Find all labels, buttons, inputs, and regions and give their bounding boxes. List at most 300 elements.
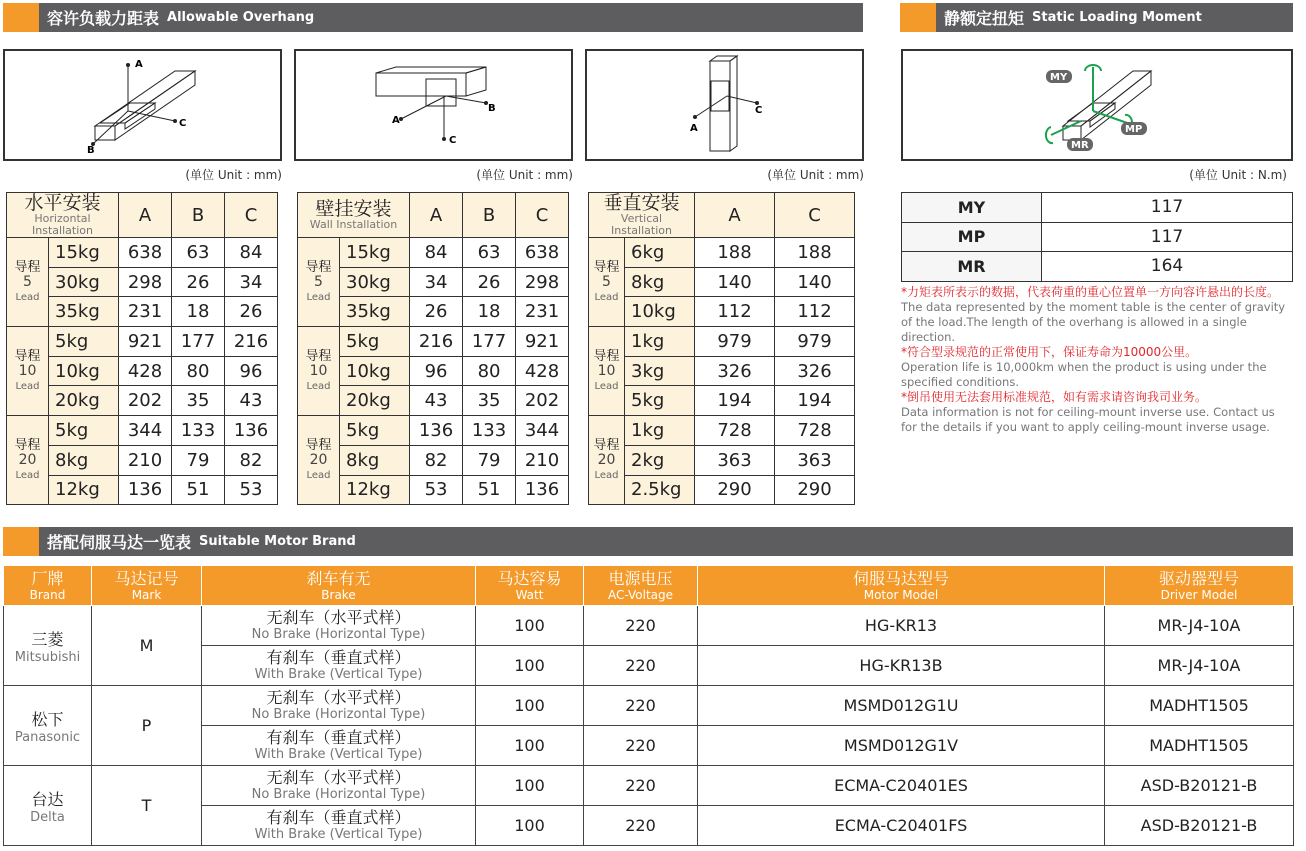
driver-model-cell: MADHT1505 — [1105, 686, 1294, 726]
brake-cell — [202, 806, 476, 846]
brake-en: With Brake (Vertical Type) — [254, 667, 423, 682]
column-header: B — [463, 193, 516, 238]
motor-model-cell: ECMA-C20401ES — [698, 766, 1105, 806]
table-title-cn: 水平安装 — [24, 192, 101, 214]
load-cell: 20kg — [49, 386, 119, 416]
motor-section-bar — [3, 527, 1293, 556]
motor-column-header — [584, 566, 698, 606]
vertical-diagram — [585, 49, 864, 161]
value-cell: 298 — [516, 267, 569, 297]
lead-cell — [589, 416, 625, 505]
value-cell: 136 — [119, 475, 172, 505]
table-row — [589, 267, 855, 297]
watt-cell: 100 — [476, 806, 584, 846]
brand-name-en: Mitsubishi — [14, 649, 81, 665]
brand-name-cn: 松下 — [31, 709, 64, 729]
moment-key: MP — [902, 222, 1042, 252]
brake-cell — [202, 726, 476, 766]
table-row — [7, 327, 278, 357]
lead-label-cn: 导程 — [305, 437, 332, 453]
table-row — [589, 475, 855, 505]
lead-cell — [7, 327, 49, 416]
header-cn: 马达容易 — [497, 568, 562, 588]
table-title-en: Vertical Installation — [611, 212, 672, 237]
value-cell: 35 — [463, 386, 516, 416]
voltage-cell: 220 — [584, 806, 698, 846]
header-cn: 电源电压 — [608, 568, 673, 588]
value-cell: 84 — [225, 238, 278, 268]
lead-label-en: Lead — [594, 380, 619, 392]
value-cell: 80 — [172, 356, 225, 386]
overhang-table — [6, 192, 278, 505]
value-cell: 140 — [695, 267, 775, 297]
brand-name-cn: 台达 — [31, 789, 64, 809]
watt-cell: 100 — [476, 726, 584, 766]
brake-cn: 有刹车（垂直式样） — [266, 808, 411, 827]
moment-key: MR — [902, 252, 1042, 282]
brake-cn: 无刹车（水平式样） — [266, 688, 411, 707]
accent-block — [3, 527, 39, 556]
value-cell: 202 — [516, 386, 569, 416]
brake-en: No Brake (Horizontal Type) — [251, 627, 426, 642]
load-cell: 1kg — [625, 416, 695, 446]
horizontal-overhang-table — [6, 192, 278, 505]
value-cell: 728 — [775, 416, 855, 446]
lead-label-en: Lead — [594, 291, 619, 303]
lead-cell — [7, 416, 49, 505]
motor-title-en: Suitable Motor Brand — [199, 534, 356, 549]
load-cell: 15kg — [340, 238, 410, 268]
label-c: C — [755, 105, 763, 116]
value-cell: 290 — [695, 475, 775, 505]
load-cell: 5kg — [49, 416, 119, 446]
lead-cell — [298, 238, 340, 327]
lead-label-cn: 导程 — [14, 348, 41, 364]
driver-model-cell: ASD-B20121-B — [1105, 766, 1294, 806]
moment-value: 164 — [1042, 252, 1293, 282]
watt-cell: 100 — [476, 606, 584, 646]
load-cell: 5kg — [625, 386, 695, 416]
motor-column-header — [4, 566, 92, 606]
accent-block — [3, 3, 39, 32]
voltage-cell: 220 — [584, 686, 698, 726]
watt-cell: 100 — [476, 686, 584, 726]
note-en: The data represented by the moment table is the center of gravity of the load.The length of the overhang is allowed in a single direction. — [901, 300, 1286, 344]
value-cell: 80 — [463, 356, 516, 386]
value-cell: 133 — [463, 416, 516, 446]
table-title-cell — [589, 193, 695, 238]
value-cell: 298 — [119, 267, 172, 297]
lead-label-en: Lead — [306, 291, 331, 303]
load-cell: 30kg — [340, 267, 410, 297]
brand-cell — [4, 766, 92, 846]
motor-column-header — [92, 566, 202, 606]
moment-table — [901, 192, 1293, 282]
value-cell: 18 — [463, 297, 516, 327]
brake-cell — [202, 646, 476, 686]
moment-title-cn: 静额定扭矩 — [944, 9, 1025, 28]
table-row — [7, 416, 278, 446]
value-cell: 177 — [463, 327, 516, 357]
motor-column-header — [202, 566, 476, 606]
brand-name-cn: 三菱 — [31, 629, 64, 649]
column-header: B — [172, 193, 225, 238]
motor-column-header — [1105, 566, 1294, 606]
wall-diagram — [294, 49, 573, 161]
brake-cell — [202, 686, 476, 726]
lead-value: 20 — [18, 451, 37, 468]
lead-cell — [589, 327, 625, 416]
label-my: MY — [1050, 72, 1068, 83]
value-cell: 112 — [775, 297, 855, 327]
label-c: C — [449, 135, 457, 146]
value-cell: 344 — [119, 416, 172, 446]
value-cell: 428 — [516, 356, 569, 386]
value-cell: 979 — [775, 327, 855, 357]
value-cell: 136 — [516, 475, 569, 505]
brake-cn: 有刹车（垂直式样） — [266, 728, 411, 747]
value-cell: 210 — [516, 445, 569, 475]
label-b: B — [488, 103, 496, 114]
header-en: Mark — [131, 587, 162, 602]
load-cell: 8kg — [49, 445, 119, 475]
value-cell: 344 — [516, 416, 569, 446]
motor-column-header — [698, 566, 1105, 606]
motor-model-cell: HG-KR13B — [698, 646, 1105, 686]
value-cell: 177 — [172, 327, 225, 357]
brake-en: No Brake (Horizontal Type) — [251, 787, 426, 802]
header-cn: 马达记号 — [114, 568, 179, 588]
vertical-overhang-table — [588, 192, 855, 505]
motor-model-cell: MSMD012G1V — [698, 726, 1105, 766]
value-cell: 979 — [695, 327, 775, 357]
load-cell: 2.5kg — [625, 475, 695, 505]
table-row — [589, 297, 855, 327]
value-cell: 79 — [172, 445, 225, 475]
table-row — [589, 445, 855, 475]
motor-model-cell: HG-KR13 — [698, 606, 1105, 646]
mark-cell: T — [92, 766, 202, 846]
lead-value: 20 — [309, 451, 328, 468]
value-cell: 96 — [410, 356, 463, 386]
header-cn: 刹车有无 — [306, 568, 371, 588]
table-title-cell — [298, 193, 410, 238]
mark-cell: P — [92, 686, 202, 766]
value-cell: 202 — [119, 386, 172, 416]
table-title-cell — [7, 193, 119, 238]
overhang-section-bar — [3, 3, 863, 32]
load-cell: 5kg — [340, 416, 410, 446]
lead-value: 10 — [18, 362, 37, 379]
column-header: A — [695, 193, 775, 238]
voltage-cell: 220 — [584, 766, 698, 806]
motor-model-cell: MSMD012G1U — [698, 686, 1105, 726]
lead-label-en: Lead — [594, 469, 619, 481]
brand-name-en: Panasonic — [14, 729, 81, 745]
load-cell: 2kg — [625, 445, 695, 475]
label-a: A — [392, 115, 400, 126]
header-en: Motor Model — [863, 587, 939, 602]
header-cn: 驱动器型号 — [1158, 568, 1239, 588]
value-cell: 188 — [775, 238, 855, 268]
moment-title-en: Static Loading Moment — [1032, 10, 1202, 25]
brake-cell — [202, 766, 476, 806]
moment-section-bar — [900, 3, 1293, 32]
value-cell: 34 — [225, 267, 278, 297]
overhang-title-en: Allowable Overhang — [167, 10, 315, 25]
motor-table — [3, 565, 1294, 846]
header-en: Driver Model — [1160, 587, 1238, 602]
value-cell: 96 — [225, 356, 278, 386]
label-a: A — [135, 59, 143, 70]
brand-cell — [4, 686, 92, 766]
load-cell: 15kg — [49, 238, 119, 268]
value-cell: 921 — [119, 327, 172, 357]
value-cell: 63 — [463, 238, 516, 268]
mark-cell: M — [92, 606, 202, 686]
lead-label-en: Lead — [306, 469, 331, 481]
value-cell: 326 — [695, 356, 775, 386]
overhang-title-cn: 容许负载力距表 — [47, 9, 160, 28]
accent-block — [900, 3, 936, 32]
value-cell: 35 — [172, 386, 225, 416]
brake-cell — [202, 606, 476, 646]
vertical-rail-illustration — [587, 51, 862, 159]
horizontal-diagram — [3, 49, 282, 161]
value-cell: 188 — [695, 238, 775, 268]
moment-row — [902, 193, 1293, 223]
value-cell: 26 — [225, 297, 278, 327]
brake-cn: 无刹车（水平式样） — [266, 608, 411, 627]
value-cell: 363 — [775, 445, 855, 475]
lead-label-cn: 导程 — [593, 348, 620, 364]
driver-model-cell: MR-J4-10A — [1105, 606, 1294, 646]
column-header: C — [225, 193, 278, 238]
value-cell: 326 — [775, 356, 855, 386]
value-cell: 53 — [410, 475, 463, 505]
table-row — [589, 356, 855, 386]
lead-value: 20 — [597, 451, 616, 468]
lead-cell — [589, 238, 625, 327]
motor-row — [4, 686, 1294, 726]
load-cell: 5kg — [340, 327, 410, 357]
load-cell: 6kg — [625, 238, 695, 268]
header-en: AC-Voltage — [607, 587, 673, 602]
value-cell: 26 — [172, 267, 225, 297]
value-cell: 638 — [119, 238, 172, 268]
wall-rail-illustration — [296, 51, 571, 159]
label-mr: MR — [1071, 140, 1089, 151]
note-cn: *符合型录规范的正常使用下，保证寿命为10000公里。 — [901, 345, 1198, 359]
unit-label: (单位 Unit : mm) — [185, 168, 282, 182]
note-cn: *力矩表所表示的数据，代表荷重的重心位置单一方向容许悬出的长度。 — [901, 285, 1280, 299]
value-cell: 84 — [410, 238, 463, 268]
lead-label-en: Lead — [15, 380, 40, 392]
table-title-cn: 壁挂安装 — [315, 198, 392, 220]
brake-en: With Brake (Vertical Type) — [254, 747, 423, 762]
moment-rail-illustration — [903, 51, 1291, 159]
watt-cell: 100 — [476, 646, 584, 686]
load-cell: 8kg — [625, 267, 695, 297]
motor-title-cn: 搭配伺服马达一览表 — [47, 533, 192, 552]
notes-block — [901, 285, 1293, 435]
unit-label: (单位 Unit : mm) — [767, 168, 864, 182]
load-cell: 12kg — [340, 475, 410, 505]
value-cell: 231 — [119, 297, 172, 327]
overhang-table — [588, 192, 855, 505]
load-cell: 35kg — [340, 297, 410, 327]
motor-model-cell: ECMA-C20401FS — [698, 806, 1105, 846]
value-cell: 82 — [410, 445, 463, 475]
load-cell: 12kg — [49, 475, 119, 505]
motor-row — [4, 606, 1294, 646]
header-en: Brand — [29, 587, 66, 602]
lead-value: 10 — [309, 362, 328, 379]
lead-value: 10 — [597, 362, 616, 379]
driver-model-cell: MADHT1505 — [1105, 726, 1294, 766]
lead-label-en: Lead — [15, 291, 40, 303]
load-cell: 8kg — [340, 445, 410, 475]
brand-cell — [4, 606, 92, 686]
lead-label-cn: 导程 — [14, 259, 41, 275]
table-row — [589, 416, 855, 446]
lead-label-cn: 导程 — [305, 259, 332, 275]
value-cell: 26 — [463, 267, 516, 297]
moment-diagram — [901, 49, 1293, 161]
note-cn: *倒吊使用无法套用标准规范，如有需求请咨询我司业务。 — [901, 390, 1208, 404]
table-row — [298, 238, 569, 268]
value-cell: 231 — [516, 297, 569, 327]
column-header: C — [775, 193, 855, 238]
value-cell: 921 — [516, 327, 569, 357]
lead-label-cn: 导程 — [305, 348, 332, 364]
lead-label-en: Lead — [15, 469, 40, 481]
note-en: Operation life is 10,000km when the product is using under the specified conditions. — [901, 360, 1267, 389]
value-cell: 63 — [172, 238, 225, 268]
motor-column-header — [476, 566, 584, 606]
motor-header-row — [4, 566, 1294, 606]
wall-overhang-table — [297, 192, 569, 505]
load-cell: 10kg — [49, 356, 119, 386]
table-header-row — [298, 193, 569, 238]
value-cell: 363 — [695, 445, 775, 475]
table-row — [298, 416, 569, 446]
load-cell: 5kg — [49, 327, 119, 357]
table-title-en: Horizontal Installation — [32, 212, 93, 237]
label-a: A — [690, 123, 698, 134]
header-cn: 厂牌 — [31, 568, 64, 588]
lead-cell — [7, 238, 49, 327]
value-cell: 216 — [225, 327, 278, 357]
voltage-cell: 220 — [584, 726, 698, 766]
load-cell: 20kg — [340, 386, 410, 416]
value-cell: 136 — [225, 416, 278, 446]
value-cell: 290 — [775, 475, 855, 505]
lead-cell — [298, 327, 340, 416]
moment-row — [902, 252, 1293, 282]
table-row — [589, 386, 855, 416]
moment-value: 117 — [1042, 222, 1293, 252]
motor-row — [4, 766, 1294, 806]
lead-label-en: Lead — [306, 380, 331, 392]
value-cell: 82 — [225, 445, 278, 475]
table-header-row — [589, 193, 855, 238]
load-cell: 3kg — [625, 356, 695, 386]
column-header: A — [410, 193, 463, 238]
lead-value: 5 — [602, 273, 611, 290]
value-cell: 428 — [119, 356, 172, 386]
value-cell: 194 — [775, 386, 855, 416]
note-en: Data information is not for ceiling-mount inverse use. Contact us for the details if you want to apply ceiling-mount inverse usage. — [901, 405, 1275, 434]
brake-en: No Brake (Horizontal Type) — [251, 707, 426, 722]
driver-model-cell: ASD-B20121-B — [1105, 806, 1294, 846]
load-cell: 10kg — [625, 297, 695, 327]
value-cell: 210 — [119, 445, 172, 475]
overhang-table — [297, 192, 569, 505]
value-cell: 51 — [172, 475, 225, 505]
table-row — [589, 238, 855, 268]
value-cell: 79 — [463, 445, 516, 475]
load-cell: 35kg — [49, 297, 119, 327]
header-en: Watt — [515, 587, 544, 602]
moment-key: MY — [902, 193, 1042, 223]
unit-label: (单位 Unit : N.m) — [1189, 168, 1287, 182]
lead-label-cn: 导程 — [593, 259, 620, 275]
value-cell: 133 — [172, 416, 225, 446]
driver-model-cell: MR-J4-10A — [1105, 646, 1294, 686]
moment-row — [902, 222, 1293, 252]
value-cell: 194 — [695, 386, 775, 416]
value-cell: 216 — [410, 327, 463, 357]
label-c: C — [179, 118, 187, 129]
table-row — [7, 238, 278, 268]
lead-value: 5 — [314, 273, 323, 290]
lead-label-cn: 导程 — [14, 437, 41, 453]
table-header-row — [7, 193, 278, 238]
table-row — [298, 327, 569, 357]
value-cell: 18 — [172, 297, 225, 327]
value-cell: 43 — [225, 386, 278, 416]
load-cell: 10kg — [340, 356, 410, 386]
label-mp: MP — [1125, 124, 1143, 135]
header-cn: 伺服马达型号 — [852, 568, 949, 588]
value-cell: 53 — [225, 475, 278, 505]
load-cell: 30kg — [49, 267, 119, 297]
value-cell: 26 — [410, 297, 463, 327]
value-cell: 728 — [695, 416, 775, 446]
lead-value: 5 — [23, 273, 32, 290]
column-header: C — [516, 193, 569, 238]
watt-cell: 100 — [476, 766, 584, 806]
brake-en: With Brake (Vertical Type) — [254, 827, 423, 842]
voltage-cell: 220 — [584, 646, 698, 686]
label-b: B — [87, 145, 95, 156]
lead-label-cn: 导程 — [593, 437, 620, 453]
brake-cn: 有刹车（垂直式样） — [266, 648, 411, 667]
horizontal-rail-illustration — [5, 51, 280, 159]
value-cell: 112 — [695, 297, 775, 327]
voltage-cell: 220 — [584, 606, 698, 646]
value-cell: 140 — [775, 267, 855, 297]
moment-value: 117 — [1042, 193, 1293, 223]
column-header: A — [119, 193, 172, 238]
brake-cn: 无刹车（水平式样） — [266, 768, 411, 787]
table-title-cn: 垂直安装 — [603, 192, 680, 214]
value-cell: 43 — [410, 386, 463, 416]
value-cell: 34 — [410, 267, 463, 297]
unit-label: (单位 Unit : mm) — [476, 168, 573, 182]
table-row — [589, 327, 855, 357]
